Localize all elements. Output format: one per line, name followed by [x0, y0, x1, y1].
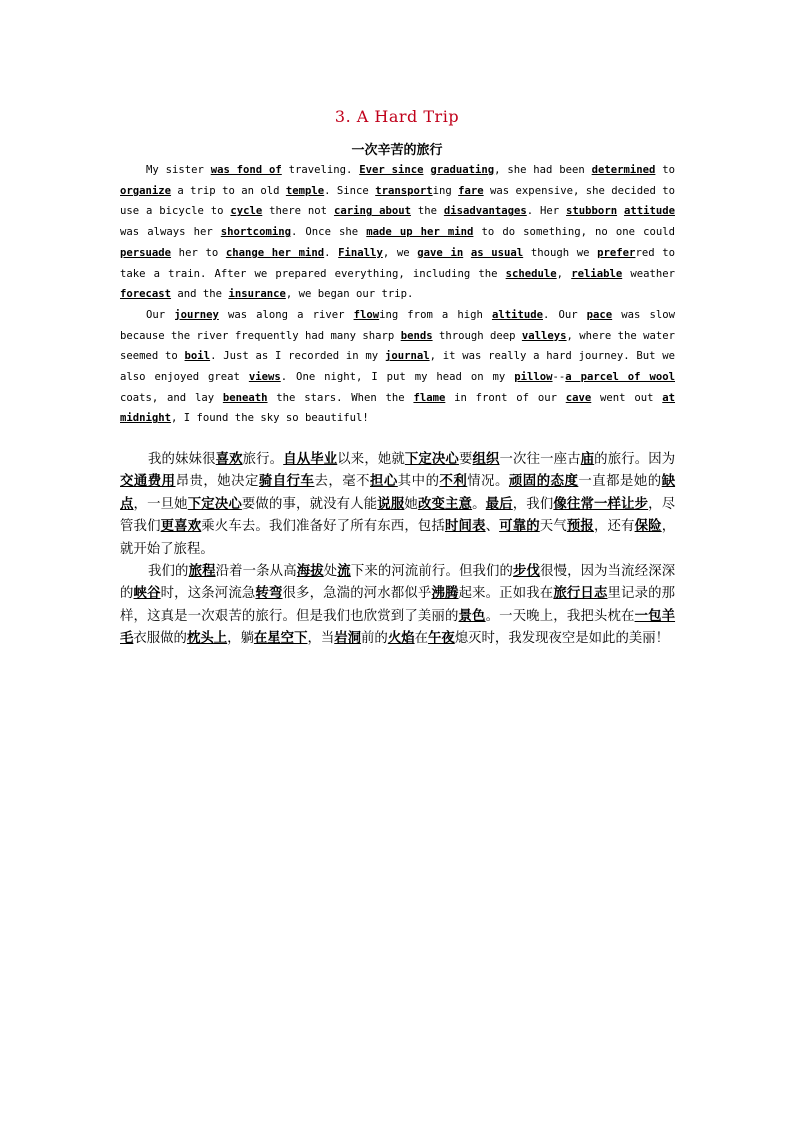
vocab-term: 更喜欢 [160, 519, 202, 535]
text-run: Our [146, 308, 175, 321]
text-run: 旅行。 [242, 452, 284, 467]
text-run: coats, and lay [120, 391, 223, 404]
text-run: 她 [404, 496, 418, 512]
vocab-term: 枕头上 [186, 631, 228, 647]
vocab-term: 在星空下 [253, 631, 308, 647]
vocab-term: forecast [120, 288, 172, 301]
text-run: and the [171, 288, 229, 301]
vocab-term: 喜欢 [215, 452, 243, 467]
text-run: ，当 [307, 631, 335, 647]
vocab-term: flow [353, 308, 380, 321]
vocab-term: Finally [338, 246, 383, 259]
vocab-term: prefer [597, 246, 636, 259]
text-run: , it was really a hard journey. But we also enjoyed great [120, 350, 675, 384]
text-run [463, 247, 471, 259]
text-run: though we [523, 246, 598, 259]
vocab-term: 旅行日志 [553, 586, 608, 602]
vocab-term: 像往常一样让步 [553, 496, 649, 512]
text-run: there not [262, 205, 334, 218]
text-run: , we [382, 246, 418, 259]
vocab-term: organize [120, 184, 172, 197]
vocab-term: altitude [491, 308, 543, 321]
vocab-term: pace [586, 308, 613, 321]
vocab-term: reliable [571, 267, 623, 280]
text-run: in front of our [445, 391, 566, 404]
vocab-term: cave [565, 391, 592, 404]
text-run: , I found the sky so beautiful! [171, 412, 369, 425]
vocab-term: graduating [430, 164, 495, 176]
text-run: traveling. [281, 164, 360, 176]
text-run: ，躺 [227, 631, 254, 647]
vocab-term: 下定决心 [187, 496, 242, 512]
vocab-term: a parcel of wool [565, 371, 675, 384]
vocab-term: 火焰 [387, 631, 415, 647]
text-run: was along a river [218, 308, 354, 321]
text-run: 以来，她就 [337, 452, 405, 467]
text-run: , we began our trip. [285, 288, 414, 301]
english-paragraph-1 [120, 160, 675, 305]
vocab-term: 改变主意 [417, 496, 473, 512]
vocab-term: temple [285, 184, 325, 197]
vocab-term: 最后 [485, 496, 513, 512]
vocab-term: 庙 [580, 452, 595, 467]
text-run: 处 [323, 564, 338, 580]
vocab-term: views [248, 371, 281, 384]
text-run: ，我们 [512, 496, 554, 512]
text-run: 的旅行。因为 [594, 452, 676, 467]
text-run: ，尽管我们 [120, 496, 676, 535]
vocab-term: 时间表 [444, 519, 486, 535]
text-run: was slow because the river frequently had many sharp [120, 308, 675, 342]
text-run: a trip to an old [171, 184, 286, 197]
text-run: 情况。 [467, 474, 509, 490]
text-run: ing [432, 184, 459, 197]
vocab-term: made up her mind [366, 226, 474, 239]
text-run: 我们的 [148, 564, 189, 580]
vocab-term: journey [174, 308, 219, 321]
text-run: the stars. When the [267, 391, 414, 404]
text-run: -- [552, 371, 566, 384]
text-run: 天气 [539, 519, 567, 535]
text-run: 熄灭时，我发现夜空是如此的美丽！ [454, 631, 670, 647]
vocab-term: was fond of [210, 164, 282, 176]
text-run: 下来的河流前行。但我们的 [350, 564, 514, 580]
text-run: 很多，急湍的河水都似乎 [282, 586, 432, 602]
vocab-term: 预报 [566, 519, 594, 535]
text-run: 衣服做的 [133, 631, 187, 647]
vocab-term: 沸腾 [431, 586, 459, 602]
text-run: 一直都是她的 [578, 474, 662, 490]
vocab-term: 顽固的态度 [508, 474, 579, 490]
text-run: 要做的事，就没有人能 [241, 496, 378, 512]
vocab-term: attitude [623, 205, 675, 218]
vocab-term: 组织 [472, 452, 500, 467]
text-run: 时，这条河流急 [160, 586, 256, 602]
vocab-term: 不利 [439, 474, 468, 490]
text-run: 一次往一座古 [499, 452, 581, 467]
vocab-term: change her mind [225, 246, 325, 259]
vocab-term: journal [384, 350, 430, 363]
text-run: . One night, I put my head on my [280, 371, 515, 384]
vocab-term: 交通费用 [120, 474, 176, 490]
text-run: 昂贵，她决定 [175, 474, 259, 490]
vocab-term: at midnight [120, 391, 676, 425]
text-run: 在 [414, 631, 428, 647]
text-run: 其中的 [397, 474, 440, 490]
text-run: 沿着一条从高 [215, 564, 297, 580]
text-run: ，还有 [593, 519, 635, 535]
vocab-term: shortcoming [220, 226, 291, 239]
text-run: through deep [432, 329, 522, 342]
vocab-term: flame [413, 391, 446, 404]
text-run: My sister [146, 164, 211, 176]
vocab-term: 转弯 [255, 586, 283, 602]
vocab-term: 流 [337, 564, 351, 580]
text-run: 很慢，因为当流经深深的 [120, 564, 676, 602]
vocab-term: 景色 [458, 608, 486, 624]
english-passage [120, 160, 675, 429]
vocab-term: disadvantages [443, 205, 527, 218]
text-run: , where the water seemed to [120, 329, 675, 363]
text-run: ing from a high [379, 308, 492, 321]
vocab-term: Ever since [359, 164, 424, 176]
text-run: 乘火车去。我们准备好了所有东西，包括 [201, 519, 445, 535]
vocab-term: 保险 [634, 519, 662, 535]
vocab-term: determined [591, 164, 656, 176]
text-run: was always her [120, 226, 221, 239]
text-run: . Since [324, 184, 376, 197]
vocab-term: 峡谷 [133, 586, 161, 602]
text-run: , she had been [494, 164, 592, 176]
vocab-term: persuade [120, 246, 172, 259]
text-run: . Just as I recorded in my [210, 350, 385, 363]
vocab-term: 午夜 [427, 631, 455, 647]
vocab-term: cycle [230, 205, 263, 218]
text-run: the [410, 205, 444, 218]
text-run: 、 [485, 519, 500, 535]
vocab-term: 自从毕业 [283, 452, 338, 467]
text-run: , [556, 267, 572, 280]
vocab-term: 说服 [377, 496, 405, 512]
vocab-term: gave in [417, 246, 464, 259]
text-run: to [655, 164, 675, 176]
vocab-term: 旅程 [188, 564, 216, 580]
document-title: 3. A Hard Trip [334, 107, 460, 126]
text-run: 。 [472, 496, 486, 512]
vocab-term: 步伐 [513, 564, 541, 580]
text-run: ，一旦她 [133, 496, 188, 512]
text-run: to do something, no one could [473, 226, 675, 239]
chinese-translation [120, 449, 675, 651]
vocab-term: caring about [333, 205, 411, 218]
text-run: weather [622, 267, 675, 280]
vocab-term: fare [458, 184, 484, 197]
text-run: her to [171, 246, 226, 259]
text-run: 去，毫不 [314, 474, 371, 490]
vocab-term: 骑自行车 [258, 474, 315, 490]
text-run: ，就开始了旅程。 [120, 519, 676, 557]
text-run: 里记录的那样，这真是一次艰苦的旅行。但是我们也欣赏到了美丽的 [120, 586, 676, 624]
text-run: 要 [458, 452, 473, 467]
vocab-term: insurance [228, 288, 286, 301]
vocab-term: schedule [505, 267, 557, 280]
text-run: was expensive, she decided to use a bicycle to [120, 184, 676, 218]
text-run: . Her [526, 205, 567, 218]
text-run: . [324, 246, 339, 259]
vocab-term: 海拔 [296, 564, 324, 580]
vocab-term: 担心 [370, 474, 398, 490]
vocab-term: pillow [514, 371, 553, 384]
vocab-term: 岩洞 [334, 631, 362, 647]
text-run: went out [591, 391, 663, 404]
text-run: 前的 [361, 631, 388, 647]
text-run: red to take a train. After we prepared everything, including the [120, 246, 675, 280]
vocab-term: 缺点 [120, 474, 676, 512]
vocab-term: stubborn [566, 205, 618, 218]
text-run: . Our [542, 308, 587, 321]
vocab-term: 下定决心 [404, 452, 459, 467]
english-paragraph-2 [120, 305, 675, 429]
vocab-term: 一包羊毛 [120, 608, 676, 647]
vocab-term: 可靠的 [499, 519, 540, 535]
vocab-term: boil [184, 350, 211, 363]
text-run: 起来。正如我在 [458, 586, 554, 602]
vocab-term: bends [400, 329, 433, 342]
vocab-term: transport [375, 184, 433, 197]
vocab-term: as usual [470, 246, 524, 259]
document-subtitle: 一次辛苦的旅行 [351, 143, 443, 158]
chinese-paragraph-1 [120, 449, 675, 561]
chinese-paragraph-2 [120, 561, 675, 651]
text-run [617, 205, 624, 217]
text-run: 。一天晚上，我把头枕在 [485, 608, 635, 624]
text-run: 我的妹妹很 [148, 452, 216, 467]
vocab-term: beneath [222, 391, 268, 404]
vocab-term: valleys [521, 329, 567, 342]
text-run: . Once she [290, 226, 367, 239]
